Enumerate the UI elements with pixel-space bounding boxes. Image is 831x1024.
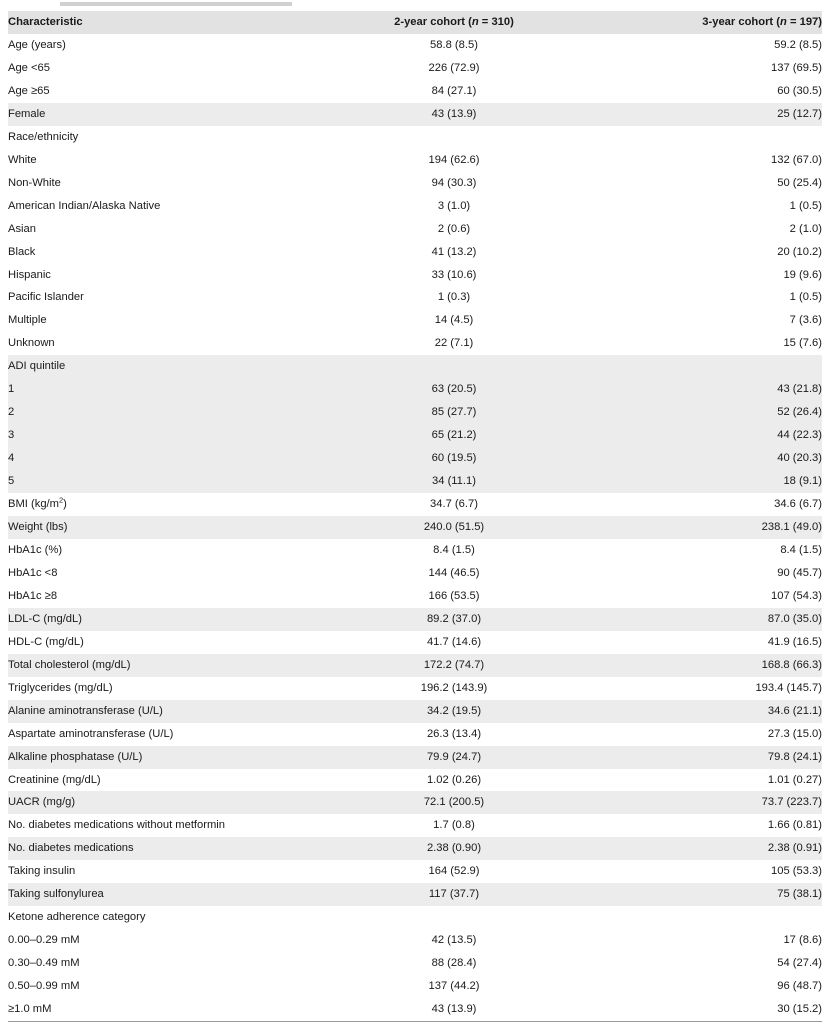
- row-label: Taking sulfonylurea: [8, 883, 308, 906]
- table-row: [8, 401, 822, 424]
- row-3-year-value: 2 (1.0): [789, 222, 822, 235]
- table-row: [8, 998, 822, 1021]
- row-label: Ketone adherence category: [8, 911, 146, 924]
- row-3-year-value: 79.8 (24.1): [600, 746, 822, 769]
- table-row: [8, 516, 822, 539]
- row-2-year-value: 166 (53.5): [428, 589, 480, 602]
- row-2-year-value: 144 (46.5): [428, 566, 480, 579]
- row-label: No. diabetes medications without metformin: [8, 819, 226, 832]
- row-label: Multiple: [8, 314, 47, 327]
- row-3-year-value: 238.1 (49.0): [600, 516, 822, 539]
- row-label: 4: [8, 447, 308, 470]
- table-row: [8, 80, 822, 103]
- row-label: Hispanic: [8, 268, 51, 281]
- row-label: 1: [8, 378, 308, 401]
- row-label: UACR (mg/g): [8, 791, 308, 814]
- table-row: [8, 539, 822, 562]
- row-3-year-value: 75 (38.1): [600, 883, 822, 906]
- row-label: 5: [8, 470, 308, 493]
- row-label: American Indian/Alaska Native: [8, 199, 161, 212]
- row-2-year-value: 41 (13.2): [431, 245, 477, 258]
- row-2-year-value: 33 (10.6): [431, 268, 477, 281]
- header-characteristic: Characteristic: [8, 11, 308, 34]
- row-3-year-value: 27.3 (15.0): [767, 727, 822, 740]
- row-label: HbA1c (%): [8, 543, 63, 556]
- row-label-tail: ): [63, 498, 67, 511]
- row-3-year-value: 15 (7.6): [783, 337, 822, 350]
- row-2-year-value: 42 (13.5): [431, 934, 477, 947]
- row-2-year-value: 85 (27.7): [308, 401, 600, 424]
- header-2-year-cohort: [308, 11, 600, 34]
- row-label: Triglycerides (mg/dL): [8, 681, 113, 694]
- row-3-year-value: 52 (26.4): [600, 401, 822, 424]
- row-3-year-value: 44 (22.3): [600, 424, 822, 447]
- row-2-year-value: 22 (7.1): [434, 337, 474, 350]
- row-label: No. diabetes medications: [8, 837, 308, 860]
- table-row: [8, 631, 822, 654]
- row-3-year-value: 105 (53.3): [771, 865, 822, 878]
- table-row: [8, 172, 822, 195]
- row-3-year-value: 50 (25.4): [777, 176, 822, 189]
- row-label: 0.50–0.99 mM: [8, 980, 80, 993]
- table-row: [8, 654, 822, 677]
- table-row: [8, 677, 822, 700]
- row-label: ADI quintile: [8, 355, 308, 378]
- table-row: [8, 562, 822, 585]
- row-3-year-value: 107 (54.3): [771, 589, 822, 602]
- row-2-year-value: 2.38 (0.90): [308, 837, 600, 860]
- row-2-year-value: 1 (0.3): [437, 291, 471, 304]
- baseline-characteristics-table: [8, 11, 822, 1022]
- row-2-year-value: 1.02 (0.26): [426, 773, 482, 786]
- table-row: [8, 493, 822, 516]
- row-3-year-value: 54 (27.4): [777, 957, 822, 970]
- row-3-year-value: 34.6 (21.1): [600, 700, 822, 723]
- table-row: [8, 746, 822, 769]
- row-3-year-value: [600, 126, 822, 149]
- table-row: [8, 975, 822, 998]
- header-3-year-prefix: 3-year cohort (: [702, 16, 780, 28]
- cropped-caption-strip: [0, 0, 831, 9]
- table-row: [8, 447, 822, 470]
- row-2-year-value: 1.7 (0.8): [433, 819, 475, 832]
- row-label: Asian: [8, 222, 36, 235]
- row-3-year-value: 43 (21.8): [600, 378, 822, 401]
- row-3-year-value: [600, 906, 822, 929]
- row-label: Age <65: [8, 61, 50, 74]
- row-2-year-value: 172.2 (74.7): [308, 654, 600, 677]
- row-3-year-value: 34.6 (6.7): [774, 498, 822, 511]
- row-label: 3: [8, 424, 308, 447]
- row-label: Weight (lbs): [8, 516, 308, 539]
- row-label: HbA1c <8: [8, 566, 58, 579]
- table-row: [8, 218, 822, 241]
- table-row: [8, 103, 822, 126]
- row-label: 0.30–0.49 mM: [8, 957, 80, 970]
- row-label: Age ≥65: [8, 84, 50, 97]
- row-label-bmi: [8, 493, 308, 516]
- row-2-year-value: 43 (13.9): [308, 998, 600, 1021]
- table-row: [8, 34, 822, 57]
- table-row: [8, 837, 822, 860]
- row-3-year-value: 193.4 (145.7): [755, 681, 822, 694]
- row-2-year-value: 41.7 (14.6): [426, 635, 482, 648]
- row-label: Non-White: [8, 176, 61, 189]
- row-3-year-value: 60 (30.5): [777, 84, 822, 97]
- row-3-year-value: 18 (9.1): [600, 470, 822, 493]
- table-row: [8, 355, 822, 378]
- row-3-year-value: 59.2 (8.5): [774, 39, 822, 51]
- header-2-year-suffix: = 310): [478, 16, 514, 28]
- row-label: Pacific Islander: [8, 291, 84, 304]
- row-label: Taking insulin: [8, 865, 76, 878]
- header-3-year-suffix: = 197): [786, 16, 822, 28]
- row-3-year-value: 8.4 (1.5): [780, 543, 822, 556]
- row-2-year-value: 194 (62.6): [428, 153, 480, 166]
- row-2-year-value: 34.7 (6.7): [430, 498, 478, 511]
- row-2-year-value: 3 (1.0): [437, 199, 471, 212]
- header-row: [8, 11, 822, 34]
- table-row: [8, 814, 822, 837]
- row-3-year-value: 90 (45.7): [777, 566, 822, 579]
- row-label: Unknown: [8, 337, 55, 350]
- table-row: [8, 906, 822, 929]
- row-label: HDL-C (mg/dL): [8, 635, 84, 648]
- table-row: [8, 149, 822, 172]
- row-2-year-value: 94 (30.3): [431, 176, 477, 189]
- table-row: [8, 883, 822, 906]
- table-row: [8, 378, 822, 401]
- row-label: Alkaline phosphatase (U/L): [8, 746, 308, 769]
- table-row: [8, 860, 822, 883]
- row-label: LDL-C (mg/dL): [8, 608, 308, 631]
- header-3-year-n: n: [780, 16, 787, 28]
- row-2-year-value: 164 (52.9): [428, 865, 480, 878]
- table-row: [8, 585, 822, 608]
- row-label: BMI (kg/m: [8, 498, 59, 511]
- row-label: HbA1c ≥8: [8, 589, 58, 602]
- table-row: [8, 241, 822, 264]
- row-2-year-value: 226 (72.9): [428, 61, 480, 74]
- row-2-year-value: 89.2 (37.0): [308, 608, 600, 631]
- row-3-year-value: 2.38 (0.91): [600, 837, 822, 860]
- row-2-year-value: 196.2 (143.9): [420, 681, 488, 694]
- row-2-year-value: 65 (21.2): [308, 424, 600, 447]
- row-2-year-value: 43 (13.9): [308, 103, 600, 126]
- row-2-year-value: 2 (0.6): [437, 222, 471, 235]
- row-2-year-value: [308, 355, 600, 378]
- header-2-year-prefix: 2-year cohort (: [394, 16, 472, 28]
- row-2-year-value: 84 (27.1): [431, 84, 477, 97]
- table-row: [8, 424, 822, 447]
- row-2-year-value: 88 (28.4): [431, 957, 477, 970]
- row-2-year-value: 8.4 (1.5): [433, 543, 475, 556]
- table-row: [8, 470, 822, 493]
- row-2-year-value: 72.1 (200.5): [308, 791, 600, 814]
- row-3-year-value: 168.8 (66.3): [600, 654, 822, 677]
- row-3-year-value: 25 (12.7): [600, 103, 822, 126]
- row-label: Age (years): [8, 39, 66, 51]
- header-3-year-cohort: [600, 11, 822, 34]
- row-2-year-value: 34 (11.1): [308, 470, 600, 493]
- row-label: Alanine aminotransferase (U/L): [8, 700, 308, 723]
- row-2-year-value: 14 (4.5): [434, 314, 474, 327]
- row-3-year-value: 1.66 (0.81): [767, 819, 822, 832]
- table-row: [8, 791, 822, 814]
- table-row: [8, 608, 822, 631]
- row-label: Black: [8, 245, 36, 258]
- header-2-year-n: n: [471, 16, 479, 28]
- table-row: [8, 952, 822, 975]
- row-label: Total cholesterol (mg/dL): [8, 654, 308, 677]
- row-label: Aspartate aminotransferase (U/L): [8, 727, 174, 740]
- row-label: 0.00–0.29 mM: [8, 934, 80, 947]
- table-row: [8, 57, 822, 80]
- row-2-year-value: 63 (20.5): [308, 378, 600, 401]
- table-row: [8, 309, 822, 332]
- row-label: ≥1.0 mM: [8, 998, 308, 1021]
- row-3-year-value: 1 (0.5): [789, 199, 822, 212]
- row-3-year-value: 30 (15.2): [600, 998, 822, 1021]
- row-2-year-value: 34.2 (19.5): [308, 700, 600, 723]
- row-3-year-value: 41.9 (16.5): [767, 635, 822, 648]
- row-3-year-value: 137 (69.5): [771, 61, 822, 74]
- row-3-year-value: 7 (3.6): [789, 314, 822, 327]
- row-3-year-value: 1.01 (0.27): [767, 773, 822, 786]
- row-2-year-value: 137 (44.2): [428, 980, 480, 993]
- row-2-year-value: 240.0 (51.5): [308, 516, 600, 539]
- row-3-year-value: 40 (20.3): [600, 447, 822, 470]
- row-3-year-value: 20 (10.2): [777, 245, 822, 258]
- cropped-caption-remnant: [60, 2, 292, 6]
- row-3-year-value: 1 (0.5): [789, 291, 822, 304]
- row-3-year-value: 19 (9.6): [783, 268, 822, 281]
- row-label: 2: [8, 401, 308, 424]
- row-label: Race/ethnicity: [8, 130, 79, 143]
- row-label: Creatinine (mg/dL): [8, 773, 101, 786]
- table-row: [8, 929, 822, 952]
- table-row: [8, 264, 822, 287]
- row-3-year-value: 96 (48.7): [777, 980, 822, 993]
- row-2-year-value: 79.9 (24.7): [308, 746, 600, 769]
- row-3-year-value: 132 (67.0): [771, 153, 822, 166]
- row-3-year-value: 87.0 (35.0): [600, 608, 822, 631]
- row-label: White: [8, 153, 37, 166]
- table-row: [8, 195, 822, 218]
- row-label: Female: [8, 103, 308, 126]
- row-3-year-value: 17 (8.6): [783, 934, 822, 947]
- row-2-year-value: [308, 906, 600, 929]
- table-row: [8, 769, 822, 792]
- row-2-year-value: [308, 126, 600, 149]
- row-2-year-value: 60 (19.5): [308, 447, 600, 470]
- table-row: [8, 332, 822, 355]
- row-2-year-value: 26.3 (13.4): [426, 727, 482, 740]
- row-2-year-value: 117 (37.7): [308, 883, 600, 906]
- table-row: [8, 126, 822, 149]
- row-3-year-value: 73.7 (223.7): [600, 791, 822, 814]
- row-2-year-value: 58.8 (8.5): [430, 39, 478, 51]
- row-3-year-value: [600, 355, 822, 378]
- table-row: [8, 700, 822, 723]
- row-label-superscript: 2: [58, 495, 64, 505]
- table-row: [8, 723, 822, 746]
- table-row: [8, 286, 822, 309]
